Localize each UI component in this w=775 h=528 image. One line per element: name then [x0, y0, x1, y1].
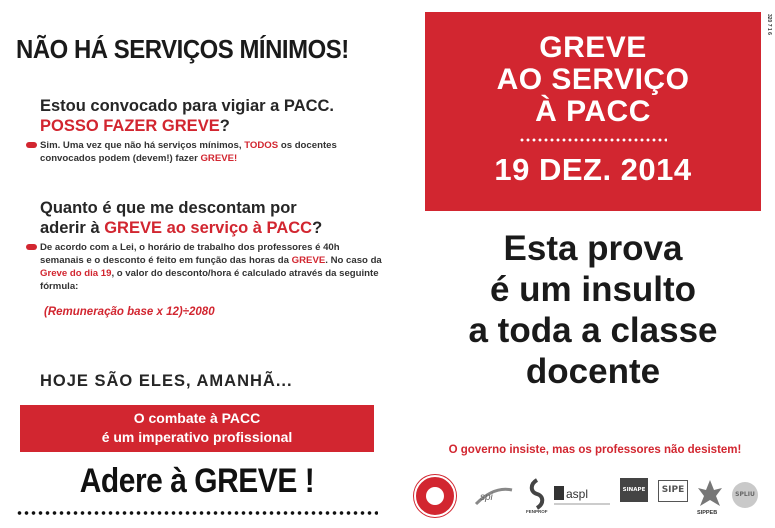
- bullet-icon: [26, 244, 37, 250]
- answer-part: . No caso da: [325, 255, 382, 266]
- discount-formula: (Remuneração base x 12)÷2080: [44, 306, 215, 318]
- answer-part: os docentes convocados podem (devem!) fazer: [40, 140, 337, 164]
- right-panel: [392, 0, 775, 528]
- strike-date: 19 DEZ. 2014: [494, 152, 692, 187]
- title-line: GREVE: [539, 31, 647, 64]
- today-them-tomorrow-slogan: HOJE SÃO ELES, AMANHÃ...: [40, 372, 293, 390]
- question-block-strike: [40, 96, 385, 165]
- bullet-icon: [26, 142, 37, 148]
- question-text: [40, 96, 385, 136]
- campaign-seal-logo: [414, 475, 456, 517]
- join-strike-headline: Adere à GREVE !: [79, 462, 315, 500]
- answer-highlight: GREVE: [291, 255, 326, 266]
- title-line: À PACC: [535, 95, 651, 128]
- combat-banner: [20, 405, 374, 452]
- fenprof-logo: [526, 478, 548, 514]
- aspl-logo: [554, 484, 610, 506]
- answer-highlight: GREVE!: [200, 153, 238, 164]
- question-mark: ?: [312, 219, 323, 237]
- question-block-discount: [40, 198, 385, 293]
- question-mark: ?: [219, 117, 230, 135]
- answer-highlight: TODOS: [244, 140, 279, 151]
- insult-statement: [425, 228, 761, 392]
- svg-text:spi: spi: [480, 492, 493, 503]
- combat-line: O combate à PACC: [133, 410, 261, 426]
- answer-highlight: Greve do dia 19: [40, 268, 112, 279]
- question-line: aderir à: [40, 219, 105, 237]
- dotted-divider: [519, 138, 667, 142]
- answer-text: [40, 139, 385, 165]
- spi-logo: [474, 484, 514, 508]
- government-insists-slogan: O governo insiste, mas os professores não desistem!: [448, 444, 742, 456]
- statement-line: Esta prova: [503, 229, 683, 268]
- sippeb-logo: [696, 478, 724, 516]
- svg-text:FENPROF: FENPROF: [526, 509, 548, 514]
- dotted-divider: [16, 510, 378, 516]
- strike-title: [425, 32, 761, 128]
- svg-text:SIPPEB: SIPPEB: [697, 510, 718, 516]
- question-text: [40, 198, 385, 238]
- strike-title-box: [425, 12, 761, 211]
- answer-part: Sim. Uma vez que não há serviços mínimos,: [40, 140, 245, 151]
- question-red-text: GREVE ao serviço à PACC: [104, 219, 313, 237]
- answer-part: , o valor do desconto/hora é calculado através da seguinte fórmula:: [40, 268, 379, 292]
- union-logos: [414, 470, 769, 522]
- answer-text: [40, 241, 385, 293]
- sipe-logo: SIPE: [658, 480, 688, 502]
- sinape-logo: SINAPE: [620, 478, 648, 502]
- no-minimum-services-headline: NÃO HÁ SERVIÇOS MÍNIMOS!: [16, 34, 349, 64]
- statement-line: a toda a classe: [468, 311, 718, 350]
- statement-line: docente: [525, 352, 661, 391]
- combat-line: é um imperativo profissional: [101, 429, 293, 445]
- answer-part: De acordo com a Lei, o horário de trabalho dos professores é 40h semanais e o desconto é feito em função das horas da: [40, 242, 340, 266]
- spliu-logo: SPLIU: [732, 482, 758, 508]
- title-line: AO SERVIÇO: [496, 63, 690, 96]
- svg-text:aspl: aspl: [566, 487, 589, 501]
- print-code: 320 7 1 6: [766, 14, 772, 35]
- question-red-text: POSSO FAZER GREVE: [40, 117, 220, 135]
- statement-line: é um insulto: [489, 270, 697, 309]
- question-line: Quanto é que me descontam por: [40, 199, 297, 217]
- question-line: Estou convocado para vigiar a PACC.: [40, 97, 335, 115]
